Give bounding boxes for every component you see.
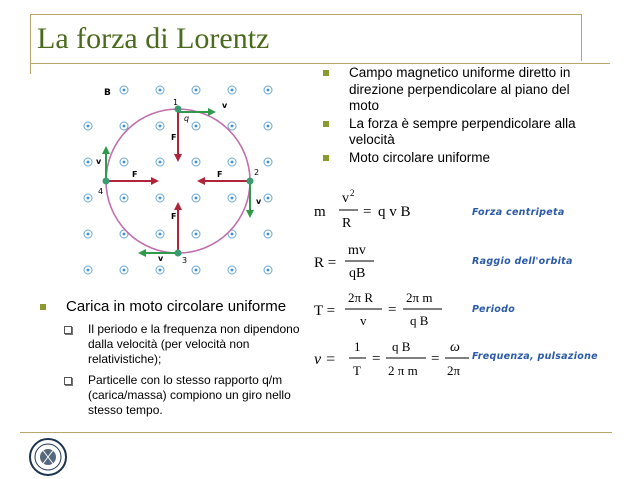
- svg-text:2π: 2π: [447, 363, 461, 378]
- position-label-1: 1: [173, 98, 179, 107]
- position-label-3: 3: [182, 256, 188, 265]
- field-dot-center: [231, 197, 234, 200]
- sub-bullet-item: Particelle con lo stesso rapporto q/m (carica/massa) compiono un giro nello stesso tempo.: [64, 373, 310, 418]
- left-bullet-list: [40, 298, 300, 316]
- bullet-square-icon: [323, 155, 329, 161]
- svg-text:1: 1: [354, 339, 361, 354]
- field-dot-center: [123, 197, 126, 200]
- slide-title: La forza di Lorentz: [37, 22, 270, 55]
- svg-text:qB: qB: [349, 266, 366, 281]
- svg-text:2: 2: [350, 188, 355, 198]
- svg-text:q B: q B: [410, 313, 429, 328]
- field-dot-center: [123, 161, 126, 164]
- bullet-square-icon: [323, 121, 329, 127]
- field-dot-center: [159, 161, 162, 164]
- svg-text:ν =: ν =: [314, 351, 336, 368]
- bullet-square-icon: [40, 304, 46, 310]
- formula-label-period: Periodo: [472, 304, 516, 315]
- formula-label-frequency: Frequenza, pulsazione: [472, 351, 598, 362]
- bullet-item: Campo magnetico uniforme diretto in direzione perpendicolare al piano del moto: [323, 65, 595, 115]
- svg-text:v: v: [360, 313, 367, 328]
- field-dot-center: [159, 125, 162, 128]
- field-dot-center: [267, 197, 270, 200]
- field-dot-center: [123, 233, 126, 236]
- svg-text:v: v: [342, 191, 349, 206]
- field-label: B: [104, 88, 111, 98]
- field-dot-center: [195, 197, 198, 200]
- charge-position-2: [247, 178, 254, 185]
- svg-text:2π m: 2π m: [406, 290, 433, 305]
- title-underline: [30, 63, 610, 64]
- field-dot-center: [87, 269, 90, 272]
- field-dot-center: [231, 269, 234, 272]
- svg-text:=: =: [372, 351, 381, 367]
- right-bullet-list: [323, 65, 595, 167]
- svg-text:R: R: [342, 216, 352, 231]
- svg-text:m: m: [314, 204, 326, 220]
- svg-text:=: =: [388, 302, 397, 318]
- checkbox-bullet-icon: [64, 377, 72, 385]
- field-dot-center: [231, 89, 234, 92]
- field-dot-center: [159, 197, 162, 200]
- bullet-item: Carica in moto circolare uniforme: [40, 298, 300, 316]
- field-dot-center: [267, 125, 270, 128]
- field-dot-center: [231, 125, 234, 128]
- svg-text:mv: mv: [348, 243, 366, 258]
- equation-radius: [312, 240, 472, 284]
- equation-frequency: [312, 336, 472, 382]
- svg-text:R =: R =: [314, 255, 337, 271]
- field-dot-center: [267, 89, 270, 92]
- field-dot-center: [87, 161, 90, 164]
- checkbox-bullet-icon: [64, 326, 72, 334]
- svg-text:ω: ω: [450, 340, 460, 355]
- svg-text:T: T: [353, 363, 361, 378]
- frame-left-line: [30, 14, 31, 74]
- sub-bullet-item: Il periodo e la frequenza non dipendono dalla velocità (per velocità non relativistiche);: [64, 322, 310, 367]
- svg-text:q v B: q v B: [378, 204, 411, 220]
- field-dot-center: [195, 269, 198, 272]
- equation-centripetal: [312, 188, 472, 234]
- velocity-label-2: v: [256, 197, 262, 206]
- field-dot-center: [231, 233, 234, 236]
- velocity-label-1: v: [222, 101, 228, 110]
- force-label-1: F: [171, 133, 177, 142]
- velocity-label-4: v: [96, 157, 102, 166]
- field-dot-center: [159, 233, 162, 236]
- field-dot-center: [195, 125, 198, 128]
- velocity-label-3: v: [158, 254, 164, 263]
- bullet-item: La forza è sempre perpendicolare alla velocità: [323, 116, 595, 149]
- field-dot-center: [195, 161, 198, 164]
- sub-bullet-list: [64, 322, 310, 424]
- field-dot-center: [87, 233, 90, 236]
- lorentz-orbit-diagram: [72, 78, 282, 288]
- field-dot-center: [87, 197, 90, 200]
- force-label-2: F: [217, 170, 223, 179]
- force-label-4: F: [132, 170, 138, 179]
- svg-text:2 π m: 2 π m: [388, 363, 418, 378]
- position-label-4: 4: [98, 187, 104, 196]
- field-dot-center: [267, 269, 270, 272]
- svg-text:q B: q B: [392, 339, 411, 354]
- field-dot-center: [123, 269, 126, 272]
- field-dot-center: [195, 233, 198, 236]
- frame-right-line: [581, 14, 582, 61]
- charge-label: q: [184, 114, 190, 123]
- field-dot-center: [159, 89, 162, 92]
- field-dot-center: [267, 233, 270, 236]
- svg-text:T =: T =: [314, 303, 336, 319]
- field-dot-center: [123, 89, 126, 92]
- field-dot-center: [123, 125, 126, 128]
- footer-line: [20, 432, 612, 433]
- svg-text:=: =: [363, 204, 372, 220]
- svg-text:=: =: [431, 351, 440, 367]
- equation-period: [312, 288, 472, 332]
- position-label-2: 2: [254, 168, 260, 177]
- field-dot-center: [231, 161, 234, 164]
- charge-position-3: [175, 250, 182, 257]
- field-dot-center: [267, 161, 270, 164]
- university-seal-logo: [22, 437, 74, 477]
- bullet-square-icon: [323, 70, 329, 76]
- field-dot-center: [159, 269, 162, 272]
- field-dot-center: [195, 89, 198, 92]
- svg-text:2π R: 2π R: [348, 290, 373, 305]
- formula-label-centripetal: Forza centripeta: [472, 207, 565, 218]
- field-dot-center: [87, 125, 90, 128]
- force-label-3: F: [171, 212, 177, 221]
- formula-label-radius: Raggio dell'orbita: [472, 256, 573, 267]
- frame-top-line: [30, 14, 581, 15]
- bullet-item: Moto circolare uniforme: [323, 150, 595, 167]
- charge-position-4: [103, 178, 110, 185]
